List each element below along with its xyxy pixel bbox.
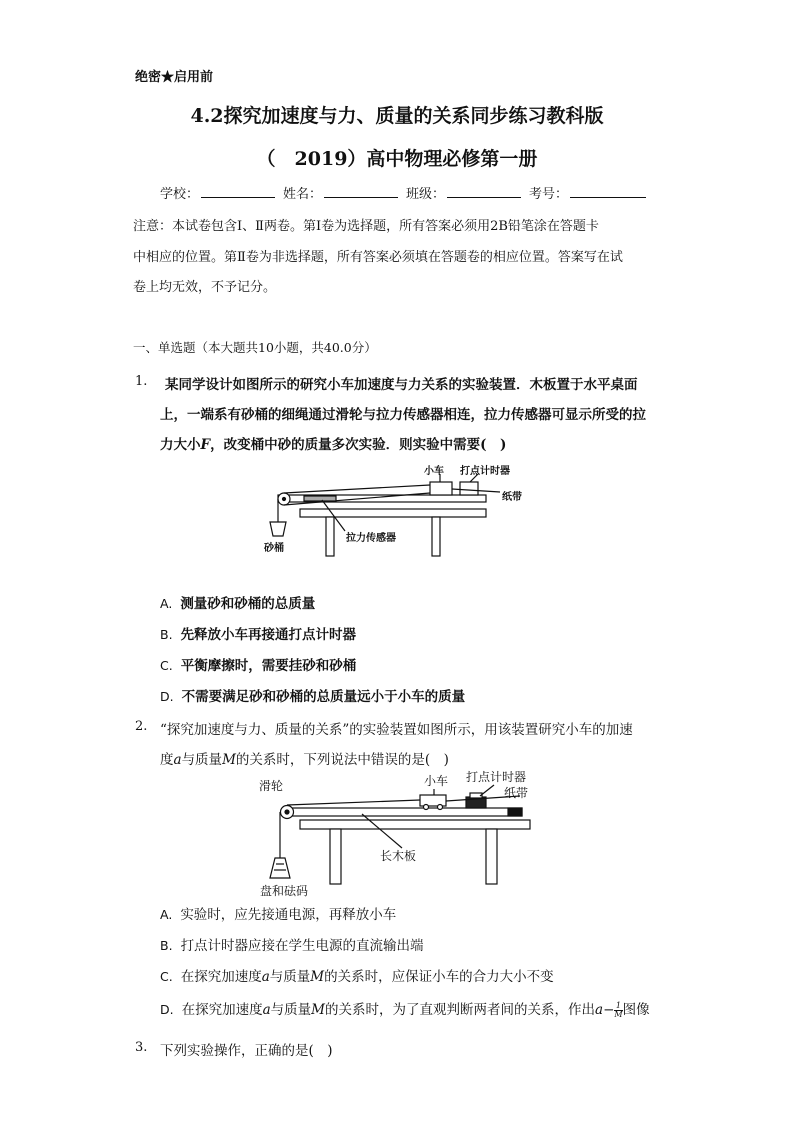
q2-line1: “探究加速度与力、质量的关系”的实验装置如图所示，用该装置研究小车的加速: [160, 722, 633, 738]
page-title-line1: 4.2探究加速度与力、质量的关系同步练习教科版: [190, 105, 604, 127]
section-title: 一、单选题（本大题共10小题，共40.0分）: [133, 340, 377, 355]
q2-weights: [270, 858, 290, 878]
q1-label-bucket: 砂桶: [264, 543, 284, 554]
name-label: 姓名：: [283, 187, 323, 202]
q1-option-a[interactable]: A. 测量砂和砂桶的总质量: [160, 596, 316, 612]
q1-table-top: [300, 509, 486, 517]
q1-board: [278, 495, 486, 502]
student-info: [160, 183, 654, 202]
q2-var-a: a: [173, 752, 182, 768]
class-field[interactable]: [447, 184, 521, 198]
q1-table-leg-left: [326, 517, 334, 556]
q1-sensor: [304, 496, 336, 501]
q2-number: 2.: [135, 719, 148, 734]
q1-table-leg-right: [432, 517, 440, 556]
q2-option-c[interactable]: C. 在探究加速度a与质量M的关系时，应保证小车的合力大小不变: [160, 969, 554, 985]
exam-no-field[interactable]: [570, 184, 646, 198]
q2-timer: [466, 797, 486, 808]
q1-tape: [452, 489, 500, 492]
q1-number: 1.: [135, 374, 148, 389]
q1-label-timer: 打点计时器: [460, 466, 510, 477]
q1-string: [284, 485, 430, 493]
q2-apparatus-drawing: [270, 785, 530, 884]
secret-mark: 绝密★启用前: [135, 70, 214, 85]
notice-line1: 注意：本试卷包含Ⅰ、Ⅱ两卷。第Ⅰ卷为选择题，所有答案必须用2B铅笔涂在答题卡: [133, 219, 599, 234]
q2-option-d[interactable]: D. 在探究加速度a与质量M的关系时，为了直观判断两者间的关系，作出a− $\frac{1}{M}$ 图像: [160, 1001, 650, 1019]
q2-car: [420, 795, 446, 806]
q2-line2: 度a与质量M的关系时，下列说法中错误的是( ): [160, 752, 449, 768]
q2-board: [286, 808, 522, 816]
q2-label-timer: 打点计时器: [466, 770, 527, 784]
q3-number: 3.: [135, 1040, 148, 1055]
q2-label-weights: 盘和砝码: [260, 884, 309, 898]
notice-line3: 卷上均无效，不予记分。: [133, 280, 277, 295]
name-field[interactable]: [324, 184, 398, 198]
school-label: 学校：: [160, 187, 200, 202]
q2-var-m: M: [222, 752, 236, 768]
q2-string: [287, 800, 420, 805]
q2-tape: [446, 796, 520, 801]
q1-label-car: 小车: [424, 466, 444, 477]
q1-pulley: [278, 493, 290, 505]
q1-line1: 某同学设计如图所示的研究小车加速度与力关系的实验装置．木板置于水平桌面: [165, 377, 638, 393]
q1-apparatus-drawing: [270, 474, 500, 556]
q2-option-b[interactable]: B. 打点计时器应接在学生电源的直流输出端: [160, 938, 424, 954]
q2-fraction: $\frac{1}{M}$: [614, 1001, 623, 1019]
page-title-line2: （ 2019）高中物理必修第一册: [256, 148, 538, 170]
q2-label-board: 长木板: [380, 849, 417, 863]
q2-table-top: [300, 820, 530, 829]
q2-label-tape: 纸带: [504, 786, 529, 800]
q1-var-f: F: [200, 437, 211, 453]
q1-line3-post: ，改变桶中砂的质量多次实验．则实验中需要( ): [210, 437, 507, 453]
q1-timer: [460, 482, 478, 495]
q3-text: 下列实验操作，正确的是( ): [160, 1043, 333, 1059]
school-field[interactable]: [201, 184, 275, 198]
q1-bucket: [270, 522, 286, 536]
q2-pulley: [281, 806, 294, 819]
q1-label-tape: 纸带: [502, 492, 522, 503]
q2-label-pulley: 滑轮: [259, 779, 284, 793]
q1-line2: 上，一端系有砂桶的细绳通过滑轮与拉力传感器相连，拉力传感器可显示所受的拉: [160, 407, 646, 423]
exam-no-label: 考号：: [529, 187, 569, 202]
q2-table-leg-left: [330, 829, 341, 884]
q2-option-a[interactable]: A. 实验时，应先接通电源，再释放小车: [160, 907, 397, 923]
notice-line2: 中相应的位置。第Ⅱ卷为非选择题，所有答案必须填在答题卷的相应位置。答案写在试: [133, 250, 623, 265]
q1-car: [430, 482, 452, 495]
q2-label-car: 小车: [424, 774, 449, 788]
q2-table-leg-right: [486, 829, 497, 884]
q1-option-d[interactable]: D. 不需要满足砂和砂桶的总质量远小于小车的质量: [160, 689, 466, 705]
q1-option-b[interactable]: B. 先释放小车再接通打点计时器: [160, 627, 357, 643]
class-label: 班级：: [406, 187, 446, 202]
q1-line3: [160, 433, 506, 453]
q1-label-sensor: 拉力传感器: [346, 533, 396, 544]
q1-line3-pre: 力大小: [160, 437, 201, 453]
q1-option-c[interactable]: C. 平衡摩擦时，需要挂砂和砂桶: [160, 658, 357, 674]
